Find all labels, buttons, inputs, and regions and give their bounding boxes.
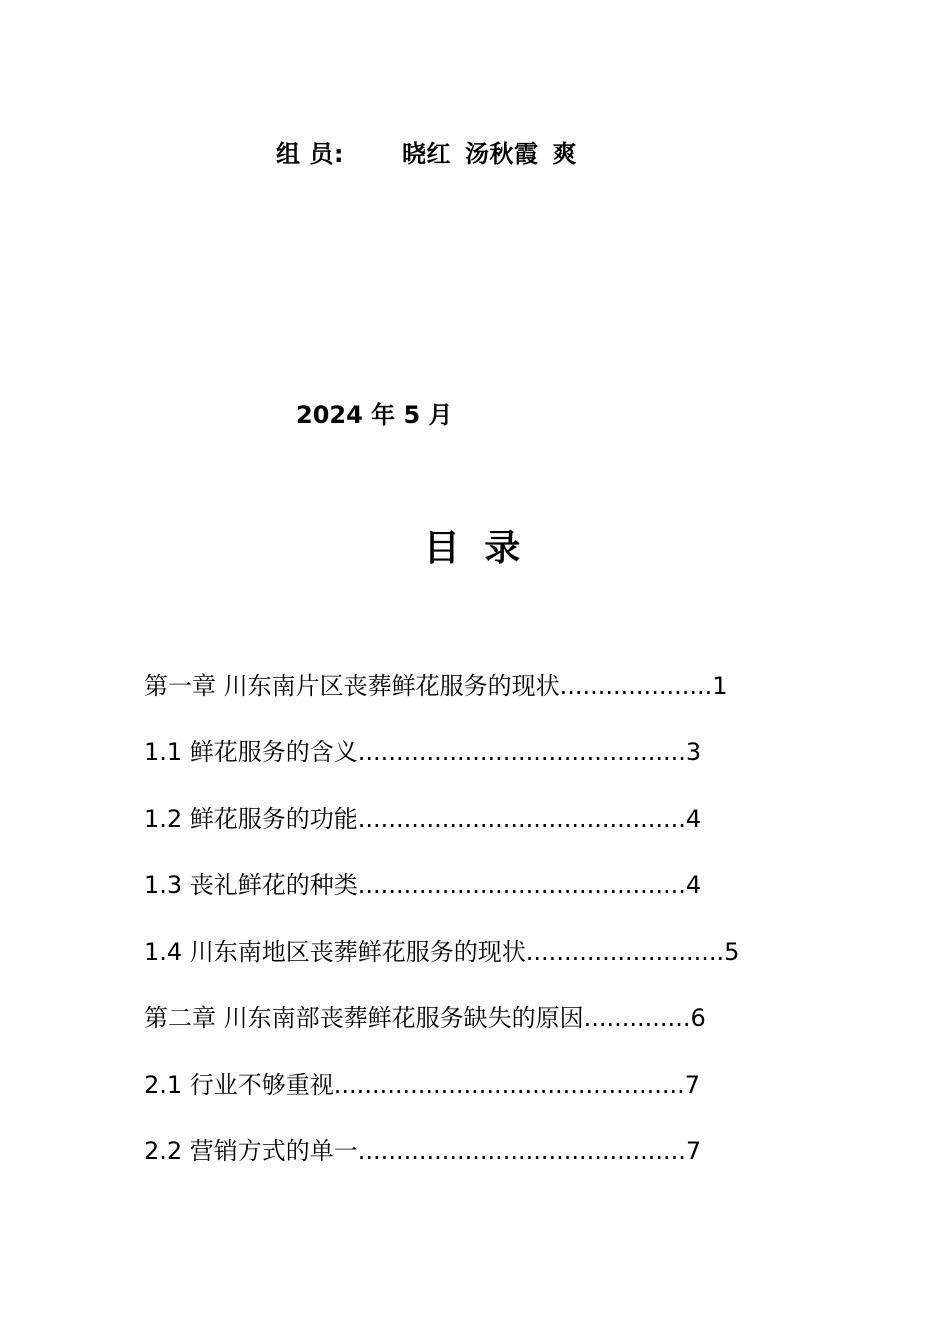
toc-entry-text: 1.4 川东南地区丧葬鲜花服务的现状 bbox=[144, 938, 526, 966]
toc-entry-text: 1.2 鲜花服务的功能 bbox=[144, 805, 358, 833]
report-date: 2024 年 5 月 bbox=[296, 401, 453, 429]
toc-entry bbox=[144, 936, 739, 968]
toc-entry bbox=[144, 670, 728, 702]
toc-entry-leader: .............................................. bbox=[333, 1071, 685, 1099]
toc-entry-page: 4 bbox=[685, 871, 702, 899]
toc-entry bbox=[144, 736, 701, 768]
toc-entry-page: 1 bbox=[712, 672, 728, 700]
toc-entry-text: 1.3 丧礼鲜花的种类 bbox=[144, 871, 358, 899]
toc-entry-page: 5 bbox=[724, 938, 740, 966]
toc-entry-page: 6 bbox=[690, 1004, 706, 1032]
toc-entry-leader: .......................... bbox=[525, 938, 725, 966]
toc-entry bbox=[144, 869, 701, 901]
toc-entry-leader: .................... bbox=[559, 672, 713, 700]
members-line bbox=[276, 134, 591, 169]
toc-entry-page: 7 bbox=[685, 1137, 702, 1165]
members-label: 组 员: bbox=[276, 140, 344, 168]
toc-entry-leader: ........................................... bbox=[357, 871, 686, 899]
toc-entry bbox=[144, 803, 701, 835]
toc-entry-text: 第一章 川东南片区丧葬鲜花服务的现状 bbox=[144, 672, 560, 700]
toc-entry-text: 2.1 行业不够重视 bbox=[144, 1071, 334, 1099]
toc-entry-leader: ........................................... bbox=[357, 805, 686, 833]
toc-entry bbox=[144, 1069, 700, 1101]
toc-entry-leader: .............. bbox=[583, 1004, 691, 1032]
toc-entry-page: 4 bbox=[685, 805, 702, 833]
member-name: 爽 bbox=[552, 140, 577, 168]
toc-entry-text: 1.1 鲜花服务的含义 bbox=[144, 738, 358, 766]
toc-entry-page: 3 bbox=[685, 738, 702, 766]
toc-entry-leader: ........................................... bbox=[357, 738, 686, 766]
toc-entry bbox=[144, 1135, 701, 1167]
toc-entry-text: 2.2 营销方式的单一 bbox=[144, 1137, 358, 1165]
toc-title: 目 录 bbox=[423, 528, 527, 569]
toc-entry-page: 7 bbox=[684, 1071, 701, 1099]
member-name: 汤秋霞 bbox=[465, 140, 539, 168]
toc-entry bbox=[144, 1002, 706, 1034]
toc-entry-leader: ........................................... bbox=[357, 1137, 686, 1165]
member-name: 晓红 bbox=[402, 140, 451, 168]
toc-entry-text: 第二章 川东南部丧葬鲜花服务缺失的原因 bbox=[144, 1004, 584, 1032]
